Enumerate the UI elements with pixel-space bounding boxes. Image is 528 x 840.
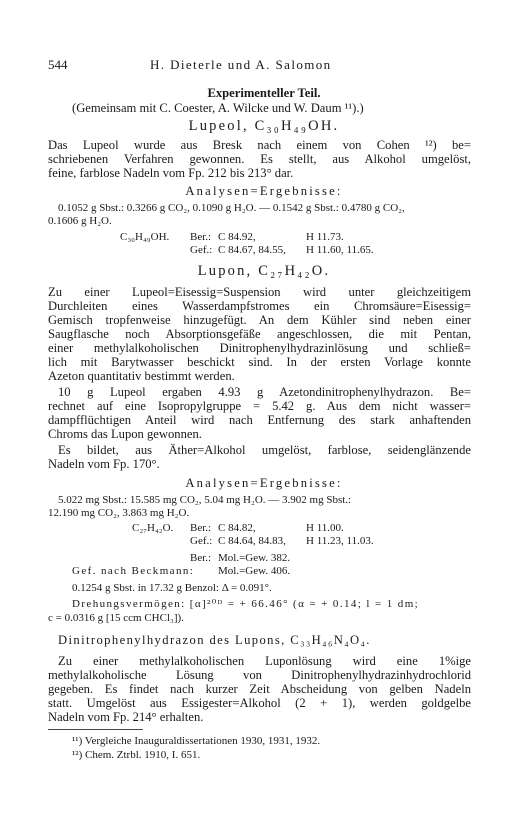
lupon-para1-line: Durchleiten eines Wasserdampfstromes ein Chromsäure=Eisessig= (48, 299, 471, 313)
lupon-molgew-gef-prefix: Gef. nach Beckmann: (72, 565, 195, 577)
lupon-molgew-ber-value: Mol.=Gew. 382. (218, 552, 291, 564)
lupon-ber-label: Ber.: (190, 522, 212, 534)
lupeol-gef-label: Gef.: (190, 244, 213, 256)
lupeol-para-line: feine, farblose Nadeln vom Fp. 212 bis 213° dar. (48, 166, 294, 180)
hydrazone-para-line: methylalkoholische Lösung von Dinitrophenylhydrazinhydrochlorid (48, 668, 471, 682)
lupeol-gef-h: H 11.60, 11.65. (306, 244, 374, 256)
lupeol-ber-c: C 84.92, (218, 231, 256, 243)
lupon-rotation-line: Drehungsvermögen: [α]²⁰ᴰ = + 66.46° (α = + 0.14; l = 1 dm; (72, 598, 420, 610)
lupon-para1-line: einer methylalkoholischen Dinitrophenylhydrazinlösung und schließ= (48, 341, 471, 355)
lupeol-analysis-line: 0.1052 g Sbst.: 0.3266 g CO₂, 0.1090 g H₂O. — 0.1542 g Sbst.: 0.4780 g CO₂, (58, 202, 405, 214)
lupon-para1-line: lich mit Barytwasser beschickt sind. In der ersten Vorlage konnte (48, 355, 471, 369)
page-number: 544 (48, 57, 68, 72)
lupon-para2-line: 10 g Lupeol ergaben 4.93 g Azetondinitrophenylhydrazon. Be= (58, 385, 471, 399)
lupon-molgew-gef-value: Mol.=Gew. 406. (218, 565, 291, 577)
lupeol-heading: Lupeol, C₃₀H₄₉OH. (188, 118, 340, 134)
footnote-12: ¹²) Chem. Ztrbl. 1910, I. 651. (72, 749, 201, 761)
lupon-para2-line: dampfflüchtigen Anteil wird nach Entfernung des stark anhaftenden (48, 413, 471, 427)
lupon-para2-line: Chroms das Lupon gewonnen. (48, 427, 202, 441)
lupon-para1-line: Saugflasche noch Absorptionsgefäße angeschlossen, die mit Pentan, (48, 327, 471, 341)
lupeol-analysis-line: 0.1606 g H₂O. (48, 215, 112, 227)
lupeol-para-line: schriebenen Verfahren gewonnen. Es stellt, aus Alkohol umgelöst, (48, 152, 471, 166)
lupon-para1-line: Zu einer Lupeol=Eisessig=Suspension wird unter gleichzeitigem (48, 285, 471, 299)
lupon-heading: Lupon, C₂₇H₄₂O. (197, 263, 331, 279)
lupon-para1-line: Gemisch tropfenweise hinzugefügt. An dem Kühler sind neben einer (48, 313, 471, 327)
hydrazone-para-line: gegeben. Es findet nach kurzer Zeit Abscheidung von gelben Nadeln (48, 682, 471, 696)
lupon-para2-line: rechnet auf eine Isopropylgruppe = 5.42 g. Aus dem nicht wasser= (48, 399, 471, 413)
lupon-para3-line: Nadeln vom Fp. 170°. (48, 457, 160, 471)
lupon-analysis-line: 12.190 mg CO₂, 3.863 mg H₂O. (48, 507, 190, 519)
section-title: Experimenteller Teil. (207, 86, 321, 100)
lupon-ber-c: C 84.82, (218, 522, 256, 534)
lupeol-ber-formula: C₃₀H₄₉OH. (120, 231, 170, 243)
lupon-gef-c: C 84.64, 84.83, (218, 535, 286, 547)
lupeol-gef-c: C 84.67, 84.55, (218, 244, 286, 256)
hydrazone-heading: Dinitrophenylhydrazon des Lupons, C₃₃H₄₆N₄O₄. (58, 633, 371, 647)
lupon-para1-line: Azeton quantitativ bestimmt werden. (48, 369, 235, 383)
lupon-gef-h: H 11.23, 11.03. (306, 535, 374, 547)
lupon-analysis-line: 5.022 mg Sbst.: 15.585 mg CO₂, 5.04 mg H₂O. — 3.902 mg Sbst.: (58, 494, 352, 506)
lupon-analysis-heading: Analysen=Ergebnisse: (185, 476, 343, 490)
hydrazone-para-line: statt. Umgelöst aus Essigester=Alkohol (2 + 1), werden goldgelbe (48, 696, 471, 710)
lupon-ber-formula: C₂₇H₄₂O. (132, 522, 174, 534)
lupeol-analysis-heading: Analysen=Ergebnisse: (185, 184, 343, 198)
hydrazone-para-line: Zu einer methylalkoholischen Luponlösung wird eine 1%ige (58, 654, 471, 668)
lupon-para3-line: Es bildet, aus Äther=Alkohol umgelöst, farblose, seidenglänzende (58, 443, 471, 457)
lupeol-ber-h: H 11.73. (306, 231, 344, 243)
lupon-solution: 0.1254 g Sbst. in 17.32 g Benzol: Δ = 0.091°. (72, 582, 272, 594)
lupon-molgew-ber-label: Ber.: (190, 552, 212, 564)
lupon-gef-label: Gef.: (190, 535, 213, 547)
running-head: H. Dieterle und A. Salomon (150, 57, 332, 72)
lupeol-ber-label: Ber.: (190, 231, 212, 243)
hydrazone-para-line: Nadeln vom Fp. 214° erhalten. (48, 710, 204, 724)
lupon-rotation-line: c = 0.0316 g [15 ccm CHCl₃]). (48, 612, 184, 624)
collab-line: (Gemeinsam mit C. Coester, A. Wilcke und W. Daum ¹¹).) (72, 101, 364, 115)
lupeol-para-line: Das Lupeol wurde aus Bresk nach einem von Cohen ¹²) be= (48, 138, 471, 152)
footnote-divider (48, 729, 143, 730)
footnote-11: ¹¹) Vergleiche Inauguraldissertationen 1930, 1931, 1932. (72, 735, 321, 747)
lupon-ber-h: H 11.00. (306, 522, 344, 534)
